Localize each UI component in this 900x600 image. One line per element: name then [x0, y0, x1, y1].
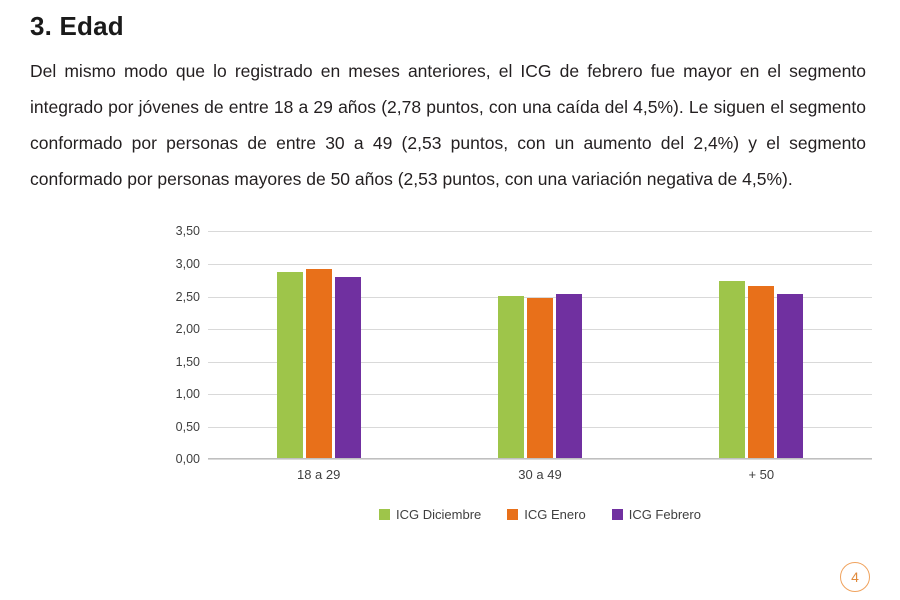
- bar-group: [229, 231, 409, 458]
- bar-group: [450, 231, 630, 458]
- page-title: 3. Edad: [30, 11, 124, 41]
- y-axis-tick-label: 3,00: [175, 257, 200, 272]
- legend-label: ICG Febrero: [628, 507, 701, 523]
- y-axis-tick-label: 2,00: [175, 322, 200, 337]
- bar: [527, 298, 553, 459]
- chart-legend: [208, 507, 872, 522]
- x-axis-tick-label: 30 a 49: [518, 467, 562, 483]
- y-axis-labels: [150, 223, 200, 467]
- y-axis-tick-label: 1,50: [175, 354, 200, 369]
- bar-group: [671, 231, 851, 458]
- plot-area: [208, 231, 872, 459]
- bar: [335, 277, 361, 458]
- legend-swatch-icon: [379, 509, 390, 520]
- x-axis-tick-label: + 50: [748, 467, 775, 483]
- legend-item[interactable]: [507, 507, 585, 522]
- y-axis-tick-label: 0,00: [175, 452, 200, 467]
- x-axis-line: [208, 458, 872, 459]
- x-axis-labels: [208, 467, 872, 482]
- bar: [556, 294, 582, 458]
- page-number-badge: 4: [840, 562, 870, 592]
- legend-swatch-icon: [612, 509, 623, 520]
- legend-label: ICG Enero: [524, 507, 586, 523]
- bar: [498, 296, 524, 459]
- gridline: [208, 459, 872, 460]
- legend-item[interactable]: [379, 507, 481, 522]
- bar: [719, 281, 745, 459]
- legend-label: ICG Diciembre: [396, 507, 482, 523]
- bar: [777, 294, 803, 459]
- legend-swatch-icon: [507, 509, 518, 520]
- bar: [277, 272, 303, 458]
- bar: [748, 286, 774, 459]
- legend-item[interactable]: [612, 507, 701, 522]
- x-axis-tick-label: 18 a 29: [296, 467, 341, 483]
- bar-chart: [30, 223, 890, 543]
- bar-groups: [208, 231, 872, 458]
- y-axis-tick-label: 1,00: [175, 387, 200, 402]
- y-axis-tick-label: 3,50: [175, 224, 200, 239]
- y-axis-tick-label: 2,50: [175, 289, 200, 304]
- y-axis-tick-label: 0,50: [175, 419, 200, 434]
- body-paragraph: Del mismo modo que lo registrado en meses anteriores, el ICG de febrero fue mayor en el segmento integrado por jóvenes de entre 18 a 29 años (2,78 puntos, con una caída del 4,5%). Le siguen el segmento conformado por personas de entre 30 a 49 (2,53 puntos, con un aumento del 2,4%) y el segmento conformado por personas mayores de 50 años (2,53 puntos, con una variación negativa de 4,5%).: [30, 60, 866, 190]
- bar: [306, 269, 332, 459]
